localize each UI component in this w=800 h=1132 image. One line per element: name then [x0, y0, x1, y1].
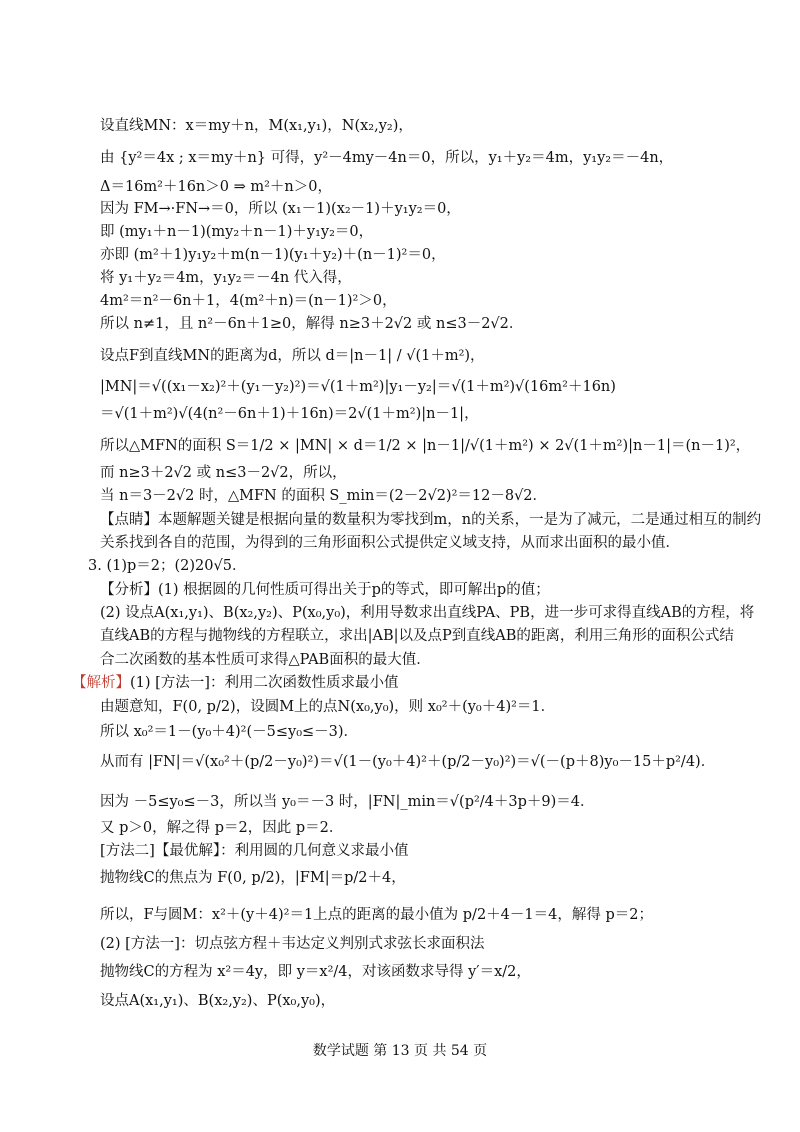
- text-line: 所以△MFN的面积 S＝1/2 × |MN| × d＝1/2 × |n－1|/√(1＋m²) × 2√(1＋m²)|n－1|＝(n－1)²，: [100, 438, 751, 454]
- text-line: 设直线MN：x＝my＋n，M(x₁,y₁)，N(x₂,y₂)，: [100, 118, 413, 134]
- text-line: 亦即 (m²＋1)y₁y₂＋m(n－1)(y₁＋y₂)＋(n－1)²＝0，: [100, 247, 446, 263]
- text-line: 由 {y²＝4x ; x＝my＋n} 可得，y²－4my－4n＝0，所以，y₁＋y₂＝4m，y₁y₂＝－4n，: [100, 150, 674, 166]
- text-line: 即 (my₁＋n－1)(my₂＋n－1)＋y₁y₂＝0，: [100, 224, 374, 240]
- text-line: 所以 x₀²＝1－(y₀＋4)²(－5≤y₀≤－3)．: [100, 724, 359, 740]
- text-line: 关系找到各自的范围，为得到的三角形面积公式提供定义域支持，从而求出面积的最小值．: [100, 535, 680, 551]
- text-line: 而 n≥3＋2√2 或 n≤3－2√2，所以，: [100, 465, 347, 481]
- text-line: 所以，F与圆M：x²＋(y＋4)²＝1上点的距离的最小值为 p/2＋4－1＝4，解得 p＝2；: [100, 907, 653, 923]
- text-line: (1) [方法一]：利用二次函数性质求最小值: [130, 675, 399, 691]
- text-line: 4m²＝n²－6n＋1，4(m²＋n)＝(n－1)²＞0，: [100, 293, 397, 309]
- text-line: 【分析】(1) 根据圆的几何性质可得出关于p的等式，即可解出p的值；: [100, 582, 550, 598]
- text-line: (2) 设点A(x₁,y₁)、B(x₂,y₂)、P(x₀,y₀)，利用导数求出直线PA、PB，进一步可求得直线AB的方程，将: [100, 605, 755, 621]
- text-line: 设点F到直线MN的距离为d，所以 d＝|n－1| / √(1＋m²)，: [100, 348, 485, 364]
- text-line: 直线AB的方程与抛物线的方程联立，求出|AB|以及点P到直线AB的距离，利用三角形的面积公式结: [100, 628, 734, 644]
- text-line: 因为 FM→·FN→＝0，所以 (x₁－1)(x₂－1)＋y₁y₂＝0，: [100, 201, 461, 217]
- text-line: 所以 n≠1，且 n²－6n＋1≥0，解得 n≥3＋2√2 或 n≤3－2√2．: [100, 316, 524, 332]
- text-line: 因为 －5≤y₀≤－3，所以当 y₀＝－3 时，|FN|_min＝√(p²/4＋3p＋9)＝4．: [100, 794, 595, 810]
- text-line: 合二次函数的基本性质可求得△PAB面积的最大值．: [100, 652, 431, 668]
- text-line: 当 n＝3－2√2 时，△MFN 的面积 S_min＝(2－2√2)²＝12－8√2．: [100, 488, 548, 504]
- question-answer: 3. (1)p＝2；(2)20√5．: [88, 558, 247, 574]
- text-line: 又 p＞0，解之得 p＝2，因此 p＝2．: [100, 820, 344, 836]
- solution-line: [72, 673, 398, 693]
- text-line: |MN|＝√((x₁－x₂)²＋(y₁－y₂)²)＝√(1＋m²)|y₁－y₂|＝√(1＋m²)√(16m²＋16n): [100, 379, 616, 395]
- text-line: (2) [方法一]：切点弦方程＋韦达定义判别式求弦长求面积法: [100, 936, 485, 952]
- text-line: 将 y₁＋y₂＝4m，y₁y₂＝－4n 代入得，: [100, 270, 352, 286]
- jiexi-tag: 【解析】: [72, 675, 130, 691]
- text-line: ＝√(1＋m²)√(4(n²－6n＋1)＋16n)＝2√(1＋m²)|n－1|，: [100, 406, 479, 422]
- text-line: [方法二]【最优解】：利用圆的几何意义求最小值: [100, 843, 409, 859]
- text-line: 设点A(x₁,y₁)、B(x₂,y₂)、P(x₀,y₀)，: [100, 993, 336, 1009]
- text-line: 【点睛】本题解题关键是根据向量的数量积为零找到m，n的关系，一是为了减元，二是通过相互的制约: [100, 512, 762, 528]
- text-line: Δ＝16m²＋16n＞0 ⇒ m²＋n＞0，: [100, 179, 332, 195]
- text-line: 从而有 |FN|＝√(x₀²＋(p/2－y₀)²)＝√(1－(y₀＋4)²＋(p/2－y₀)²)＝√(－(p＋8)y₀－15＋p²/4)．: [100, 754, 716, 770]
- text-line: 抛物线C的焦点为 F(0, p/2)，|FM|＝p/2＋4，: [100, 870, 406, 886]
- text-line: 抛物线C的方程为 x²＝4y，即 y＝x²/4，对该函数求导得 y′＝x/2，: [100, 964, 531, 980]
- text-line: 由题意知，F(0, p/2)，设圆M上的点N(x₀,y₀)，则 x₀²＋(y₀＋4)²＝1．: [100, 699, 556, 715]
- page-footer: 数学试题 第 13 页 共 54 页: [312, 1043, 488, 1059]
